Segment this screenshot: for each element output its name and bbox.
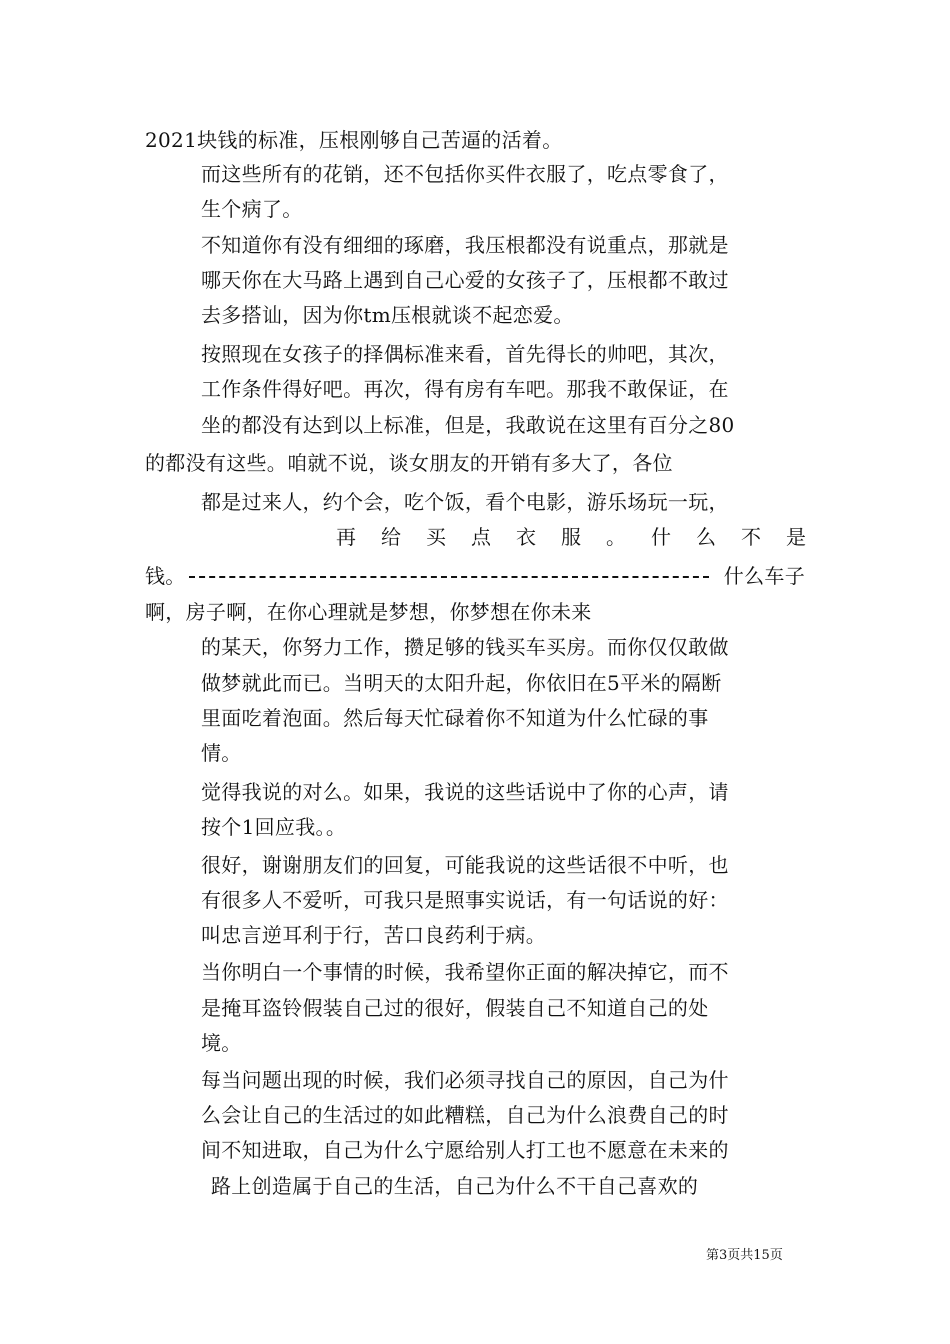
text-line: 做梦就此而已。当明天的太阳升起，你依旧在5平米的隔断 <box>201 671 722 695</box>
text-line: 按照现在女孩子的择偶标准来看，首先得长的帅吧，其次， <box>201 342 729 366</box>
text-line: 2021块钱的标准，压根刚够自己苦逼的活着。 <box>145 128 563 152</box>
text-line: 不知道你有没有细细的琢磨，我压根都没有说重点，那就是 <box>201 233 729 257</box>
text-line-justified: 再给买点衣服。什么不是 <box>336 525 831 549</box>
text-line: 哪天你在大马路上遇到自己心爱的女孩子了，压根都不敢过 <box>201 268 729 292</box>
text-line: 都是过来人，约个会，吃个饭，看个电影，游乐场玩一玩， <box>201 490 729 514</box>
dash-line-left-text: 钱。 <box>145 564 186 588</box>
text-line: 是掩耳盗铃假装自己过的很好，假装自己不知道自己的处 <box>201 996 709 1020</box>
text-line: 路上创造属于自己的生活，自己为什么不干自己喜欢的 <box>211 1174 699 1198</box>
dash-line-right-text: 什么车子 <box>723 564 805 588</box>
text-line: 工作条件得好吧。再次，得有房有车吧。那我不敢保证，在 <box>201 377 729 401</box>
text-line: 间不知进取，自己为什么宁愿给别人打工也不愿意在未来的 <box>201 1138 729 1162</box>
text-line: 的都没有这些。咱就不说，谈女朋友的开销有多大了，各位 <box>145 451 673 475</box>
text-line: 有很多人不爱听，可我只是照事实说话，有一句话说的好： <box>201 888 729 912</box>
text-line: 每当问题出现的时候，我们必须寻找自己的原因，自己为什 <box>201 1068 729 1092</box>
text-line: 境。 <box>201 1031 242 1055</box>
text-line: 情。 <box>201 741 242 765</box>
text-line: 么会让自己的生活过的如此糟糕，自己为什么浪费自己的时 <box>201 1103 729 1127</box>
dash-separator-line <box>145 564 805 588</box>
text-line: 去多搭讪，因为你tm压根就谈不起恋爱。 <box>201 303 574 327</box>
text-line: 啊，房子啊，在你心理就是梦想，你梦想在你未来 <box>145 600 592 624</box>
dashed-rule <box>189 576 709 578</box>
text-line: 生个病了。 <box>201 197 303 221</box>
text-line: 觉得我说的对么。如果，我说的这些话说中了你的心声，请 <box>201 780 729 804</box>
page-number: 第3页共15页 <box>706 1248 783 1263</box>
text-line: 叫忠言逆耳利于行，苦口良药利于病。 <box>201 923 547 947</box>
text-line: 坐的都没有达到以上标准，但是，我敢说在这里有百分之80 <box>201 413 735 437</box>
text-line: 当你明白一个事情的时候，我希望你正面的解决掉它，而不 <box>201 960 729 984</box>
text-line: 里面吃着泡面。然后每天忙碌着你不知道为什么忙碌的事 <box>201 706 709 730</box>
text-line: 而这些所有的花销，还不包括你买件衣服了，吃点零食了， <box>201 162 729 186</box>
text-line: 按个1回应我。。 <box>201 815 347 839</box>
text-line: 很好，谢谢朋友们的回复，可能我说的这些话很不中听，也 <box>201 853 729 877</box>
text-line: 的某天，你努力工作，攒足够的钱买车买房。而你仅仅敢做 <box>201 635 729 659</box>
